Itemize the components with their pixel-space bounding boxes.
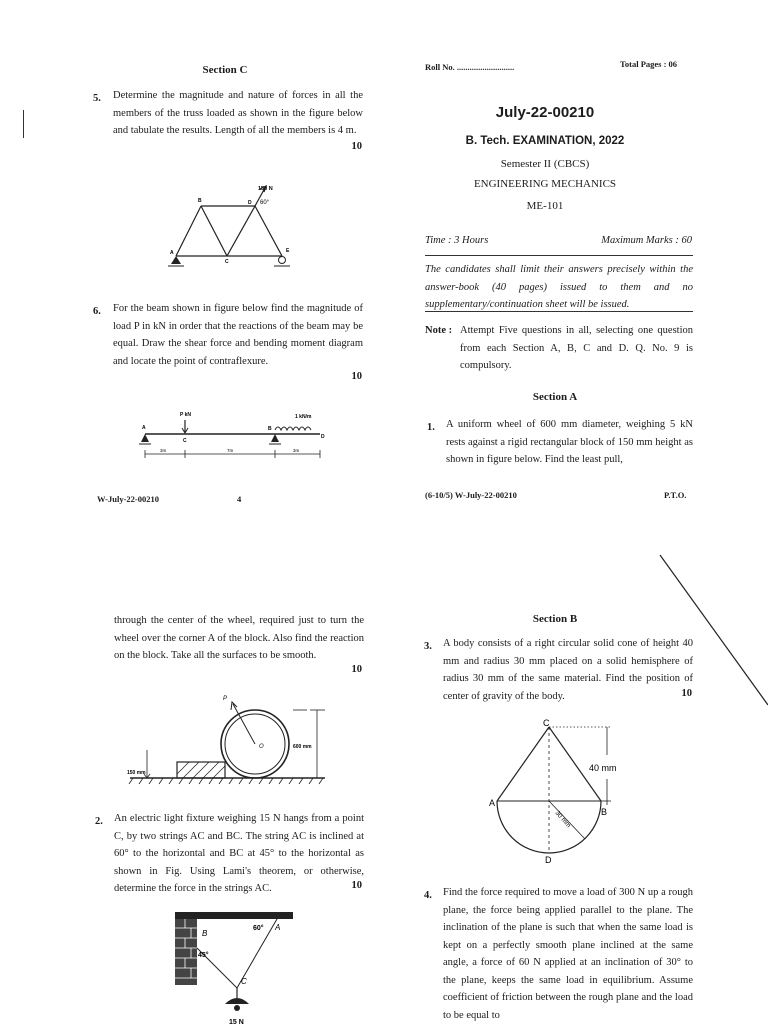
block-height-label: 150 mm bbox=[127, 770, 146, 776]
truss-load-label: 150 N bbox=[258, 186, 273, 192]
truss-node-b: B bbox=[198, 198, 202, 204]
beam-node-b: B bbox=[268, 426, 272, 432]
cone-point-b: B bbox=[601, 807, 608, 817]
hemisphere-point-d: D bbox=[545, 855, 552, 865]
truss-node-d: D bbox=[248, 200, 252, 206]
question-4-number: 4. bbox=[424, 890, 432, 901]
question-4-text: Find the force required to move a load of 300 N up a rough plane, the force being applied parallel to the plane. The inclination of the plane is such that when the same load is kept on a perfectly smooth plane inclined at the same angle, a force of 60 N applied at an inclination of 30° to the plane, keeps the same load in equilibrium. Assume coefficient of friction between the rough plane and the load to be equal to bbox=[443, 887, 693, 1021]
cone-hemisphere-figure bbox=[485, 715, 645, 865]
light-fixture-figure bbox=[165, 908, 300, 1024]
question-2-marks: 10 bbox=[351, 880, 362, 891]
beam-figure bbox=[135, 408, 335, 468]
note-label: Note : bbox=[425, 325, 453, 336]
beam-dim-1: 3m bbox=[160, 448, 167, 453]
question-6-number: 6. bbox=[93, 306, 101, 317]
fixture-weight-label: 15 N bbox=[229, 1019, 244, 1024]
truss-node-a: A bbox=[170, 250, 174, 256]
exam-title: B. Tech. EXAMINATION, 2022 bbox=[465, 135, 625, 147]
beam-node-c: C bbox=[183, 438, 187, 444]
wheel-center-label: O bbox=[259, 744, 264, 750]
cone-apex-label: C bbox=[543, 718, 550, 728]
subject: ENGINEERING MECHANICS bbox=[473, 178, 617, 190]
fixture-point-b: B bbox=[202, 929, 208, 938]
truss-node-e: E bbox=[286, 248, 290, 254]
beam-node-d: D bbox=[321, 434, 325, 440]
scan-artifact-mark bbox=[23, 110, 24, 138]
truss-figure bbox=[160, 180, 300, 270]
question-3-marks: 10 bbox=[660, 688, 692, 699]
cone-height-label: 40 mm bbox=[589, 763, 617, 773]
footer-code-right: (6-10/5) W-July-22-00210 bbox=[425, 490, 517, 500]
time-allowed: Time : 3 Hours bbox=[425, 235, 489, 246]
truss-angle-label: 60° bbox=[260, 200, 270, 206]
fixture-point-c: C bbox=[241, 977, 247, 986]
fixture-angle-60: 60° bbox=[253, 925, 264, 932]
course-code: ME-101 bbox=[526, 200, 564, 212]
beam-dim-2: 7m bbox=[227, 448, 234, 453]
beam-node-a: A bbox=[142, 425, 146, 431]
hemisphere-radius-label: 30 mm bbox=[553, 809, 573, 830]
scan-artifact-line bbox=[660, 555, 768, 705]
question-1-continuation: through the center of the wheel, required just to turn the wheel over the corner A of the block. Also find the reaction on the block. Take all the surfaces to be smooth. bbox=[114, 615, 364, 661]
instruction-divider bbox=[425, 311, 693, 312]
question-1-text: A uniform wheel of 600 mm diameter, weighing 5 kN rests against a rigid rectangular block of 150 mm height as shown in figure below. Find the least pull, bbox=[446, 419, 693, 465]
maximum-marks: Maximum Marks : 60 bbox=[601, 235, 692, 246]
footer-code-left: W-July-22-00210 bbox=[97, 494, 160, 504]
question-5-text: Determine the magnitude and nature of forces in all the members of the truss loaded as shown in the figure below and tabulate the results. Length of all the members is 4 m. bbox=[113, 90, 363, 136]
question-2-text: An electric light fixture weighing 15 N hangs from a point C, by two strings AC and BC. The string AC is inclined at 60° to the horizontal and BC at 45° to the horizontal as shown in Fig. Using Lami's theorem, or otherwise, determine the force in the strings AC. bbox=[114, 813, 364, 894]
wheel-figure bbox=[125, 690, 335, 790]
page-number-left: 4 bbox=[237, 494, 242, 504]
section-a-heading: Section A bbox=[532, 391, 578, 403]
question-3-text: A body consists of a right circular solid cone of height 40 mm and radius 30 mm placed on a solid hemisphere of radius 30 mm of the same material. Find the position of center of gravity of the body. bbox=[443, 638, 693, 702]
wheel-diameter-label: 600 mm bbox=[293, 744, 312, 750]
fixture-angle-45: 45° bbox=[198, 952, 209, 959]
question-1-number: 1. bbox=[427, 422, 435, 433]
pto-label: P.T.O. bbox=[664, 490, 687, 500]
section-c-heading: Section C bbox=[202, 64, 248, 76]
section-b-heading: Section B bbox=[532, 613, 578, 625]
beam-dim-3: 3m bbox=[293, 448, 300, 453]
beam-load-p-label: P kN bbox=[180, 412, 192, 418]
note-text: Attempt Five questions in all, selecting one question from each Section A, B, C and D. Q. No. 9 is compulsory. bbox=[460, 325, 693, 371]
instruction-text: The candidates shall limit their answers precisely within the answer-book (40 pages) issued to them and no supplementary/continuation sheet will be issued. bbox=[425, 264, 693, 310]
semester: Semester II (CBCS) bbox=[500, 158, 590, 170]
question-5-number: 5. bbox=[93, 93, 101, 104]
question-3-number: 3. bbox=[424, 641, 432, 652]
question-6-text: For the beam shown in figure below find the magnitude of load P in kN in order that the reactions of the beam may be equal. Draw the shear force and bending moment diagram and locate the point of contraflexure. bbox=[113, 303, 363, 367]
question-2-number: 2. bbox=[95, 816, 103, 827]
question-1-marks: 10 bbox=[351, 664, 362, 675]
truss-node-c: C bbox=[225, 259, 229, 265]
total-pages: Total Pages : 06 bbox=[620, 59, 678, 69]
beam-udl-label: 1 kN/m bbox=[295, 414, 312, 420]
cone-point-a: A bbox=[489, 798, 496, 808]
header-divider bbox=[425, 255, 693, 256]
question-6-marks: 10 bbox=[351, 371, 362, 382]
question-5-marks: 10 bbox=[351, 141, 362, 152]
paper-code: July-22-00210 bbox=[495, 104, 595, 121]
roll-number: Roll No. ........................... bbox=[425, 62, 515, 72]
wheel-force-label: P bbox=[223, 696, 228, 702]
fixture-point-a: A bbox=[275, 923, 281, 932]
